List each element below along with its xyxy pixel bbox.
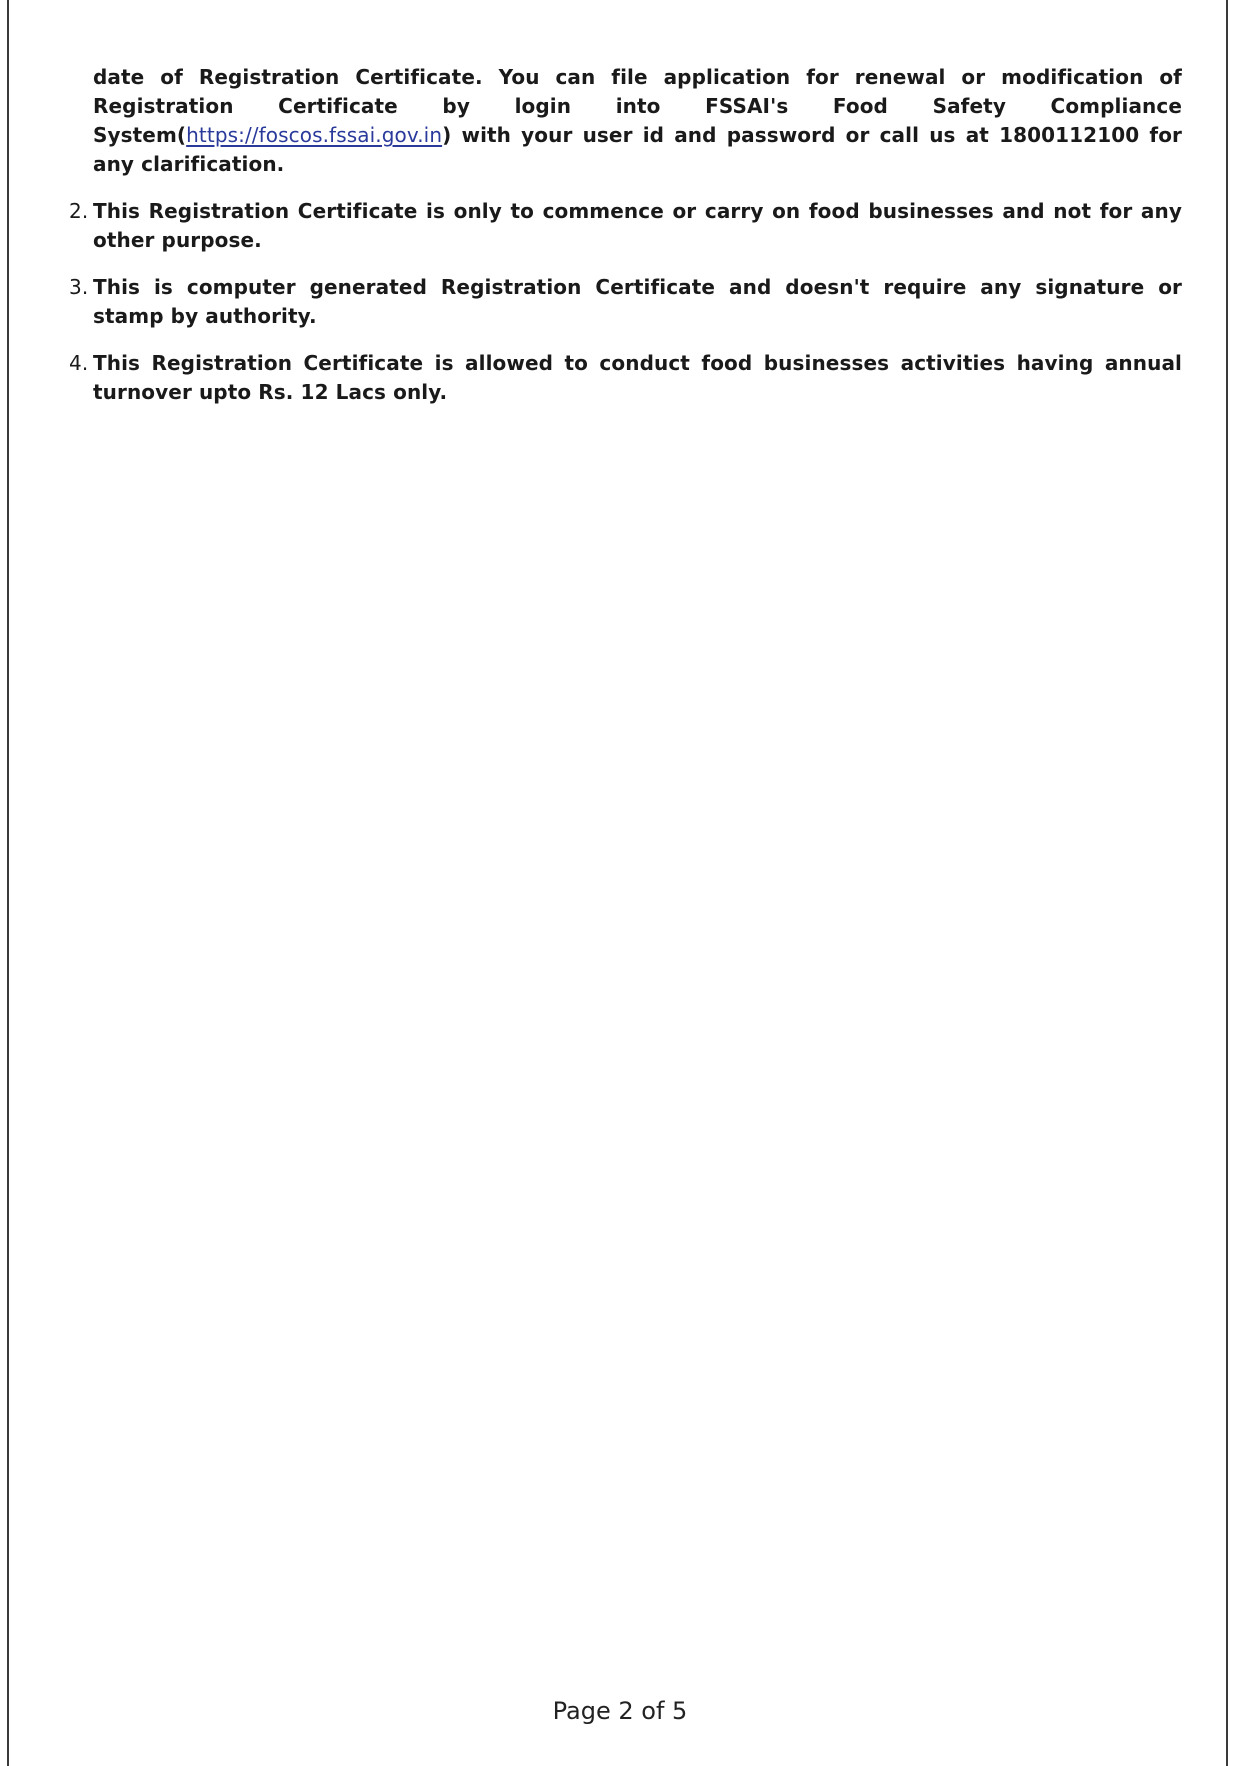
list-item-text: This is computer generated Registration Certificate and doesn't require any signature or stamp by authority. <box>93 275 1182 328</box>
foscos-link[interactable]: https://foscos.fssai.gov.in <box>186 123 443 147</box>
list-item <box>60 349 1182 407</box>
list-item-text: This Registration Certificate is allowed to conduct food businesses activities having annual turnover upto Rs. 12 Lacs only. <box>93 351 1182 404</box>
list-item-number: 3. <box>69 275 89 299</box>
document-body <box>60 63 1182 407</box>
paragraph-tail: ) with your user id and password or call us at 1800112100 for any clarification. <box>93 123 1182 176</box>
list-item <box>60 273 1182 331</box>
page-number: Page 2 of 5 <box>552 1697 688 1725</box>
list-item-number: 4. <box>69 351 89 375</box>
list-item <box>60 197 1182 255</box>
paragraph-continuation <box>60 63 1182 179</box>
list-item-text: This Registration Certificate is only to commence or carry on food businesses and not for any other purpose. <box>93 199 1182 252</box>
paragraph-lead: date of Registration Certificate. You can file application for renewal or modification of Registration Certificate by login into FSSAI's Food Safety Compliance System( <box>93 65 1182 147</box>
list-item-number: 2. <box>69 199 89 223</box>
